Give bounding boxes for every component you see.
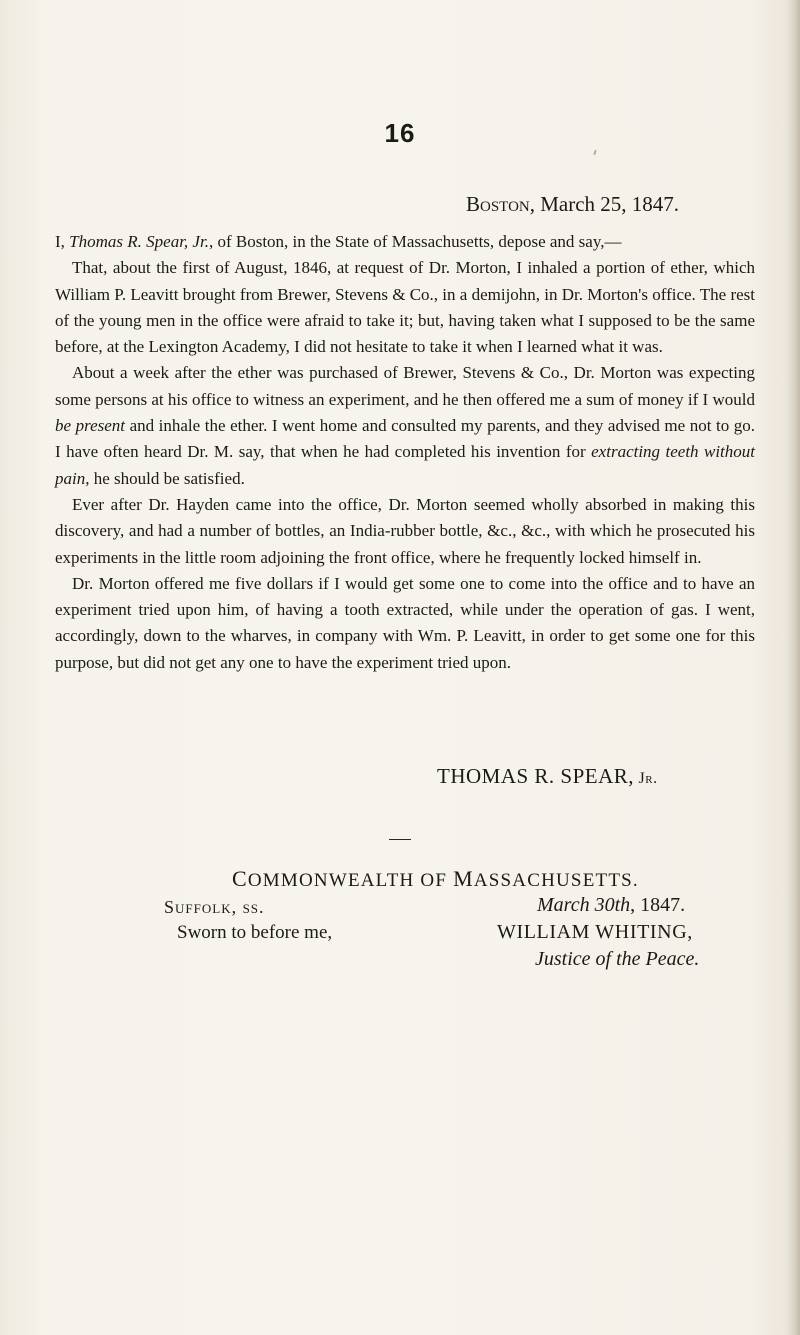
deposition-intro [55, 229, 755, 255]
deposition-paragraph-2 [55, 360, 755, 491]
signature-name: THOMAS R. SPEAR, [437, 764, 635, 788]
heading-initial-m: M [453, 866, 474, 891]
county-venue: Suffolk, ss. [164, 897, 265, 917]
heading-initial-c: C [232, 866, 248, 891]
jurat-date-day: 30th [594, 894, 631, 916]
intro-pronoun: I, [55, 232, 70, 251]
p2-italic-extracting-teeth: extracting teeth without pain [55, 442, 755, 488]
p2-text-c: , he should be satisfied. [85, 468, 245, 488]
intro-rest: , of Boston, in the State of Massachusetts, depose and say,— [208, 232, 622, 251]
sworn-statement: Sworn to before me, [177, 922, 333, 943]
deposition-paragraph-3: Ever after Dr. Hayden came into the office, Dr. Morton seemed wholly absorbed in making this discovery, and had a number of bottles, an India-rubber bottle, &c., &c., with which he prosecuted his experiments in the little room adjoining the front office, where he frequently locked himself in. [55, 494, 755, 567]
heading-massachusetts-rest: ASSACHUSETTS. [473, 870, 639, 891]
heading-commonwealth-rest: OMMONWEALTH OF [247, 870, 454, 891]
deponent-signature [437, 764, 658, 789]
section-divider [389, 839, 411, 840]
jurat-heading [232, 866, 639, 892]
p2-text-a: About a week after the ether was purchased of Brewer, Stevens & Co., Dr. Morton was expecting some persons at his office to witness an experiment, and he then offered me a sum of money if I would [55, 363, 755, 409]
jurat-date-year: , 1847. [630, 894, 686, 916]
paper-speck [593, 150, 597, 155]
jurat-date [537, 894, 685, 917]
page-number: 16 [384, 118, 416, 148]
dateline-date: March 25, 1847. [535, 192, 680, 216]
dateline-city: Boston, [466, 192, 535, 216]
justice-name: WILLIAM WHITING, [497, 921, 693, 943]
page-edge-shadow [786, 0, 800, 1335]
p2-italic-be-present: be present [55, 416, 126, 436]
deposition-paragraph-1: That, about the first of August, 1846, at request of Dr. Morton, I inhaled a portion of ether, which William P. Leavitt brought from Brewer, Stevens & Co., in a demijohn, in Dr. Morton's office. The rest of the young men in the office were afraid to take it; but, having taken what I supposed to be the same before, at the Lexington Academy, I did not hesitate to take it when I learned what it was. [55, 258, 755, 357]
signature-suffix: Jr. [634, 770, 658, 787]
deponent-name: Thomas R. Spear, Jr. [69, 232, 209, 251]
p2-text-b: and inhale the ether. I went home and consulted my parents, and they advised me not to go. I have often heard Dr. M. say, that when he had completed his invention for [55, 416, 755, 462]
deposition-paragraph-4: Dr. Morton offered me five dollars if I would get some one to come into the office and to have an experiment tried upon him, of having a tooth extracted, while under the operation of gas. I went, accordingly, down to the wharves, in company with Wm. P. Leavitt, in order to get some one for this purpose, but did not get any one to have the experiment tried upon. [55, 573, 755, 672]
dateline [466, 192, 679, 217]
justice-title: Justice of the Peace. [535, 948, 700, 970]
jurat-date-month: March [537, 894, 595, 916]
deposition-body [55, 229, 755, 676]
